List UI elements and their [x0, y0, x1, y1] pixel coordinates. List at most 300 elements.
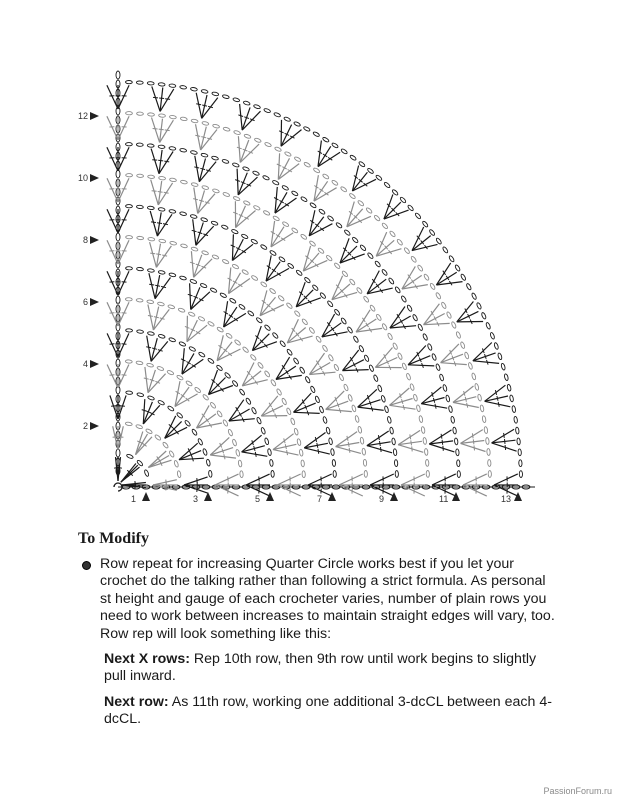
chain-loop-icon — [207, 321, 214, 327]
double-crochet-icon — [494, 474, 518, 485]
watermark: PassionForum.ru — [543, 786, 612, 796]
chain-loop-icon — [417, 324, 423, 332]
stitch-crossbar-icon — [207, 138, 212, 139]
chain-loop-icon — [125, 80, 132, 83]
chain-loop-icon — [147, 113, 154, 117]
chain-loop-icon — [223, 192, 230, 197]
double-crochet-icon — [107, 85, 118, 109]
chain-loop-icon — [256, 417, 262, 425]
stitch-crossbar-icon — [201, 137, 206, 138]
chain-loop-icon — [194, 387, 201, 394]
chain-loop-icon — [310, 386, 316, 394]
row-label-10: 10 — [77, 173, 88, 183]
row-arrow-icon — [90, 174, 99, 182]
chain-loop-icon — [136, 298, 143, 302]
chain-loop-icon — [241, 233, 249, 239]
stitch-crossbar-icon — [200, 168, 205, 169]
chain-loop-icon — [474, 383, 479, 390]
row-arrow-icon — [90, 360, 99, 368]
chain-loop-icon — [260, 281, 267, 288]
chain-loop-icon — [228, 429, 234, 437]
stitch-crossbar-icon — [474, 445, 475, 450]
chain-loop-icon — [202, 121, 209, 126]
chain-loop-icon — [466, 283, 472, 290]
chain-loop-icon — [313, 131, 320, 137]
chain-loop-icon — [223, 127, 230, 132]
chain-loop-icon — [157, 400, 165, 406]
chain-loop-icon — [279, 340, 286, 347]
double-crochet-icon — [197, 405, 210, 428]
double-crochet-icon — [143, 405, 160, 424]
chain-loop-icon — [435, 237, 442, 244]
chain-loop-icon — [147, 395, 154, 400]
chain-loop-icon — [364, 470, 368, 477]
chain-loop-icon — [322, 137, 329, 143]
chain-loop-icon — [263, 210, 271, 216]
double-crochet-icon — [281, 130, 301, 147]
chain-loop-icon — [349, 193, 356, 200]
chain-loop-icon — [431, 353, 437, 361]
instruction-bullet — [78, 556, 558, 643]
chain-loop-icon — [180, 180, 187, 185]
chain-loop-icon — [188, 311, 196, 317]
step-next-row — [104, 694, 558, 729]
double-crochet-icon — [492, 443, 517, 451]
chain-loop-icon — [389, 230, 396, 237]
chain-loop-icon — [410, 383, 415, 390]
chain-loop-icon — [519, 471, 522, 478]
chain-loop-icon — [315, 396, 321, 404]
chain-loop-icon — [286, 302, 293, 309]
chain-loop-icon — [272, 332, 279, 339]
step-label: Next row: — [104, 693, 169, 710]
chain-loop-icon — [283, 116, 291, 122]
stitch-crossbar-icon — [153, 97, 158, 98]
double-crochet-icon — [261, 396, 278, 416]
chain-loop-icon — [490, 332, 495, 340]
chain-loop-icon — [359, 244, 366, 251]
double-crochet-icon — [148, 305, 154, 331]
chain-loop-icon — [157, 302, 164, 307]
stitch-crossbar-icon — [166, 480, 167, 485]
chain-loop-icon — [464, 352, 469, 359]
stitch-crossbar-icon — [464, 391, 465, 396]
chain-loop-icon — [424, 448, 428, 455]
chain-loop-icon — [216, 326, 223, 332]
chain-loop-icon — [514, 416, 518, 423]
chain-loop-icon — [322, 173, 329, 179]
double-crochet-icon — [429, 444, 454, 452]
double-crochet-icon — [294, 403, 316, 412]
double-crochet-icon — [309, 224, 332, 236]
row-arrow-icon — [90, 112, 99, 120]
double-crochet-icon — [271, 233, 293, 247]
chain-loop-icon — [282, 185, 289, 191]
chain-loop-icon — [201, 250, 208, 255]
chain-loop-icon — [174, 460, 179, 467]
chain-loop-icon — [300, 196, 307, 202]
stitch-crossbar-icon — [378, 435, 379, 440]
chain-loop-icon — [235, 449, 240, 456]
double-crochet-icon — [153, 480, 177, 485]
double-crochet-icon — [278, 158, 289, 179]
chain-loop-icon — [136, 267, 143, 271]
chain-loop-icon — [291, 227, 298, 234]
chain-loop-icon — [178, 308, 185, 313]
chain-loop-icon — [232, 162, 239, 167]
chain-loop-icon — [331, 142, 338, 148]
stitch-crossbar-icon — [412, 446, 413, 451]
chain-loop-icon — [264, 324, 271, 331]
chain-loop-icon — [480, 405, 485, 412]
chain-loop-icon — [216, 410, 223, 417]
chain-loop-icon — [158, 114, 165, 118]
stitch-crossbar-icon — [255, 452, 256, 457]
stitch-crossbar-icon — [165, 99, 170, 100]
double-crochet-icon — [150, 242, 157, 267]
chain-loop-icon — [421, 426, 425, 433]
chain-loop-icon — [388, 277, 395, 284]
chain-loop-icon — [238, 460, 242, 467]
double-crochet-icon — [314, 188, 337, 201]
double-crochet-icon — [376, 232, 387, 256]
chain-loop-icon — [435, 292, 441, 299]
chain-loop-icon — [427, 343, 433, 351]
double-crochet-icon — [343, 370, 369, 371]
chain-loop-icon — [125, 360, 132, 364]
stitch-crossbar-icon — [158, 160, 163, 161]
double-crochet-icon — [145, 367, 148, 393]
chain-loop-icon — [167, 405, 174, 411]
chain-loop-icon — [296, 269, 303, 276]
step-label: Next X rows: — [104, 651, 190, 668]
chain-loop-icon — [448, 255, 454, 262]
chain-loop-icon — [284, 151, 292, 157]
double-crochet-icon — [398, 445, 423, 453]
chain-loop-icon — [241, 269, 248, 275]
chain-loop-icon — [169, 115, 176, 119]
chain-loop-icon — [394, 460, 398, 467]
double-crochet-icon — [229, 400, 244, 421]
chain-loop-icon — [176, 375, 183, 381]
chain-loop-icon — [125, 142, 132, 145]
stitch-crossbar-icon — [472, 433, 473, 438]
chain-loop-icon — [263, 108, 271, 113]
double-crochet-icon — [308, 474, 332, 485]
col-arrow-icon — [514, 492, 522, 501]
chain-loop-icon — [208, 470, 212, 477]
chain-stitch-icon — [116, 71, 120, 79]
chain-loop-icon — [301, 318, 308, 325]
chain-loop-icon — [326, 427, 331, 434]
stitch-crossbar-icon — [371, 407, 372, 412]
chain-loop-icon — [190, 214, 197, 219]
chain-loop-icon — [375, 174, 382, 181]
double-crochet-icon — [242, 363, 254, 386]
chain-loop-icon — [197, 438, 203, 446]
double-crochet-icon — [441, 363, 467, 365]
double-crochet-icon — [473, 361, 499, 364]
stitch-crossbar-icon — [146, 347, 151, 348]
chain-loop-icon — [202, 185, 209, 190]
chain-loop-icon — [232, 439, 237, 446]
row-arrow-icon — [90, 422, 99, 430]
chain-loop-icon — [148, 237, 155, 241]
double-crochet-icon — [187, 320, 197, 342]
step-text: Rep 10th row, then 9th row until work begins to slightly pull inward. — [104, 651, 537, 685]
chain-loop-icon — [154, 434, 161, 441]
chain-loop-icon — [504, 373, 509, 380]
double-crochet-icon — [195, 156, 200, 182]
chain-loop-icon — [245, 397, 251, 404]
double-crochet-icon — [326, 409, 352, 411]
chain-loop-icon — [426, 470, 429, 477]
chain-loop-icon — [167, 370, 175, 376]
chain-loop-icon — [446, 311, 452, 319]
double-crochet-icon — [152, 86, 160, 111]
chain-loop-icon — [347, 326, 353, 333]
chain-loop-icon — [222, 159, 229, 164]
chain-loop-icon — [406, 373, 411, 380]
chain-loop-icon — [309, 327, 316, 334]
chain-loop-icon — [169, 84, 176, 88]
chain-loop-icon — [387, 333, 393, 341]
stitch-crossbar-icon — [153, 129, 158, 130]
chain-loop-icon — [244, 134, 251, 139]
chain-loop-icon — [301, 460, 305, 467]
step-text: As 11th row, working one additional 3-dcCL between each 4-dcCL. — [104, 693, 552, 728]
stitch-crossbar-icon — [317, 443, 318, 448]
chain-loop-icon — [299, 449, 303, 456]
stitch-crossbar-icon — [254, 446, 255, 451]
chain-loop-icon — [282, 221, 289, 227]
chain-loop-icon — [212, 92, 219, 97]
chain-loop-icon — [419, 415, 424, 422]
chain-loop-icon — [460, 273, 466, 280]
chain-loop-icon — [242, 166, 250, 172]
double-crochet-icon — [232, 244, 253, 260]
double-crochet-icon — [408, 365, 434, 366]
stitch-crossbar-icon — [318, 449, 319, 454]
stitch-crossbar-icon — [403, 405, 404, 410]
chain-loop-icon — [148, 175, 155, 179]
double-crochet-icon — [182, 359, 203, 374]
chain-loop-icon — [351, 405, 356, 412]
stitch-crossbar-icon — [192, 230, 197, 231]
chain-loop-icon — [319, 406, 324, 413]
chain-loop-icon — [211, 221, 218, 226]
chain-loop-icon — [125, 298, 132, 302]
chain-loop-icon — [200, 217, 207, 222]
chain-loop-icon — [220, 292, 227, 298]
chain-loop-icon — [157, 366, 164, 371]
double-crochet-icon — [343, 350, 359, 371]
chain-loop-icon — [484, 427, 488, 434]
chain-loop-icon — [158, 82, 165, 86]
chain-loop-icon — [264, 438, 269, 445]
chain-loop-icon — [169, 178, 176, 182]
chain-loop-icon — [286, 349, 293, 356]
double-crochet-icon — [191, 287, 200, 309]
double-crochet-icon — [236, 211, 256, 228]
chain-loop-icon — [191, 119, 198, 124]
chain-loop-icon — [254, 138, 262, 144]
stitch-crossbar-icon — [349, 448, 350, 453]
chain-loop-icon — [251, 407, 257, 415]
chain-loop-icon — [126, 391, 133, 395]
col-arrow-icon — [390, 492, 398, 501]
to-modify-section — [78, 530, 558, 729]
chain-loop-icon — [274, 146, 282, 152]
chain-loop-icon — [147, 144, 154, 148]
double-crochet-icon — [196, 93, 202, 119]
chain-loop-icon — [395, 471, 398, 478]
chain-loop-icon — [515, 427, 519, 434]
chain-loop-icon — [439, 374, 444, 381]
double-crochet-icon — [463, 474, 487, 485]
chain-loop-icon — [136, 205, 143, 209]
chain-loop-icon — [328, 438, 333, 445]
col-arrow-icon — [452, 492, 460, 501]
stitch-crossbar-icon — [202, 105, 207, 106]
stitch-crossbar-icon — [381, 447, 382, 452]
chain-loop-icon — [509, 395, 514, 402]
double-crochet-icon — [401, 474, 425, 485]
chain-loop-icon — [448, 405, 453, 412]
chain-loop-icon — [243, 200, 251, 206]
double-crochet-icon — [191, 251, 193, 277]
double-crochet-icon — [152, 118, 160, 143]
col-label-1: 1 — [131, 494, 137, 504]
chain-loop-icon — [335, 222, 342, 229]
double-crochet-icon — [151, 149, 159, 174]
chain-loop-icon — [137, 392, 144, 397]
chain-loop-icon — [333, 471, 337, 478]
chain-loop-icon — [242, 346, 249, 353]
chain-loop-icon — [297, 438, 302, 445]
double-crochet-icon — [424, 323, 450, 324]
stitch-crossbar-icon — [164, 161, 169, 162]
col-arrow-icon — [204, 492, 212, 501]
stitch-crossbar-icon — [152, 348, 157, 349]
stitch-crossbar-icon — [441, 434, 442, 439]
chain-loop-icon — [364, 355, 370, 363]
chain-loop-icon — [147, 268, 154, 272]
double-crochet-icon — [375, 348, 392, 368]
row-arrow-icon — [90, 236, 99, 244]
stitch-crossbar-icon — [195, 135, 200, 136]
stitch-crossbar-icon — [433, 398, 434, 403]
chain-loop-icon — [294, 428, 299, 435]
chain-loop-icon — [422, 220, 429, 227]
chain-loop-icon — [425, 459, 429, 466]
chain-loop-icon — [250, 354, 257, 361]
chain-loop-icon — [269, 250, 276, 256]
col-label-9: 9 — [379, 494, 385, 504]
chain-loop-icon — [373, 374, 379, 382]
chain-loop-icon — [369, 304, 376, 311]
chain-loop-icon — [332, 459, 336, 466]
chain-loop-icon — [518, 449, 522, 456]
double-crochet-icon — [238, 136, 240, 162]
chain-loop-icon — [450, 416, 454, 423]
chain-loop-icon — [327, 215, 334, 222]
chain-loop-icon — [238, 304, 245, 311]
chain-loop-icon — [125, 422, 132, 426]
chain-loop-icon — [222, 259, 230, 265]
chain-loop-icon — [402, 363, 408, 371]
chain-loop-icon — [344, 229, 351, 236]
chain-loop-icon — [445, 395, 450, 402]
chain-loop-icon — [352, 236, 359, 243]
chain-loop-icon — [357, 426, 362, 433]
chain-loop-icon — [334, 262, 341, 269]
stitch-crossbar-icon — [159, 129, 164, 130]
chain-loop-icon — [168, 304, 175, 309]
double-crochet-icon — [276, 357, 290, 379]
chain-loop-icon — [251, 239, 258, 245]
double-crochet-icon — [273, 450, 299, 456]
chain-loop-icon — [343, 384, 349, 392]
double-crochet-icon — [370, 474, 394, 485]
chain-loop-icon — [299, 366, 305, 373]
stitch-crossbar-icon — [465, 397, 466, 402]
chain-loop-icon — [135, 424, 142, 429]
double-crochet-icon — [147, 336, 151, 362]
chain-loop-icon — [482, 416, 486, 423]
chain-loop-icon — [435, 363, 440, 370]
chain-loop-icon — [416, 405, 421, 412]
stitch-crossbar-icon — [156, 254, 161, 255]
chain-loop-icon — [202, 448, 207, 455]
double-crochet-icon — [277, 474, 301, 485]
chain-loop-icon — [485, 437, 489, 444]
double-crochet-icon — [390, 405, 416, 409]
chain-loop-icon — [331, 180, 338, 187]
chain-loop-icon — [147, 300, 154, 304]
chain-loop-icon — [340, 148, 347, 154]
stitch-crossbar-icon — [287, 450, 288, 455]
stitch-crossbar-icon — [159, 98, 164, 99]
double-crochet-icon — [246, 474, 270, 485]
chain-loop-icon — [366, 207, 373, 214]
chain-loop-icon — [261, 427, 266, 434]
double-crochet-icon — [421, 404, 447, 409]
double-crochet-icon — [149, 273, 155, 299]
chain-loop-icon — [179, 211, 186, 216]
chain-loop-icon — [451, 321, 457, 329]
chain-loop-icon — [485, 322, 491, 330]
chain-loop-icon — [340, 186, 347, 193]
chain-loop-icon — [126, 454, 134, 460]
chain-loop-icon — [384, 182, 391, 189]
chain-loop-icon — [471, 292, 477, 300]
double-crochet-icon — [237, 169, 238, 195]
chain-loop-icon — [381, 395, 386, 402]
stitch-crossbar-icon — [110, 375, 115, 376]
chain-loop-icon — [294, 310, 301, 317]
col-label-3: 3 — [193, 494, 199, 504]
double-crochet-icon — [424, 304, 440, 325]
stitch-crossbar-icon — [467, 403, 468, 408]
stitch-crossbar-icon — [208, 106, 213, 107]
chain-loop-icon — [381, 222, 388, 229]
chain-loop-icon — [190, 87, 197, 91]
chain-loop-icon — [126, 267, 133, 271]
chain-loop-icon — [136, 143, 143, 147]
chain-loop-icon — [328, 354, 334, 361]
chain-loop-icon — [381, 323, 387, 330]
